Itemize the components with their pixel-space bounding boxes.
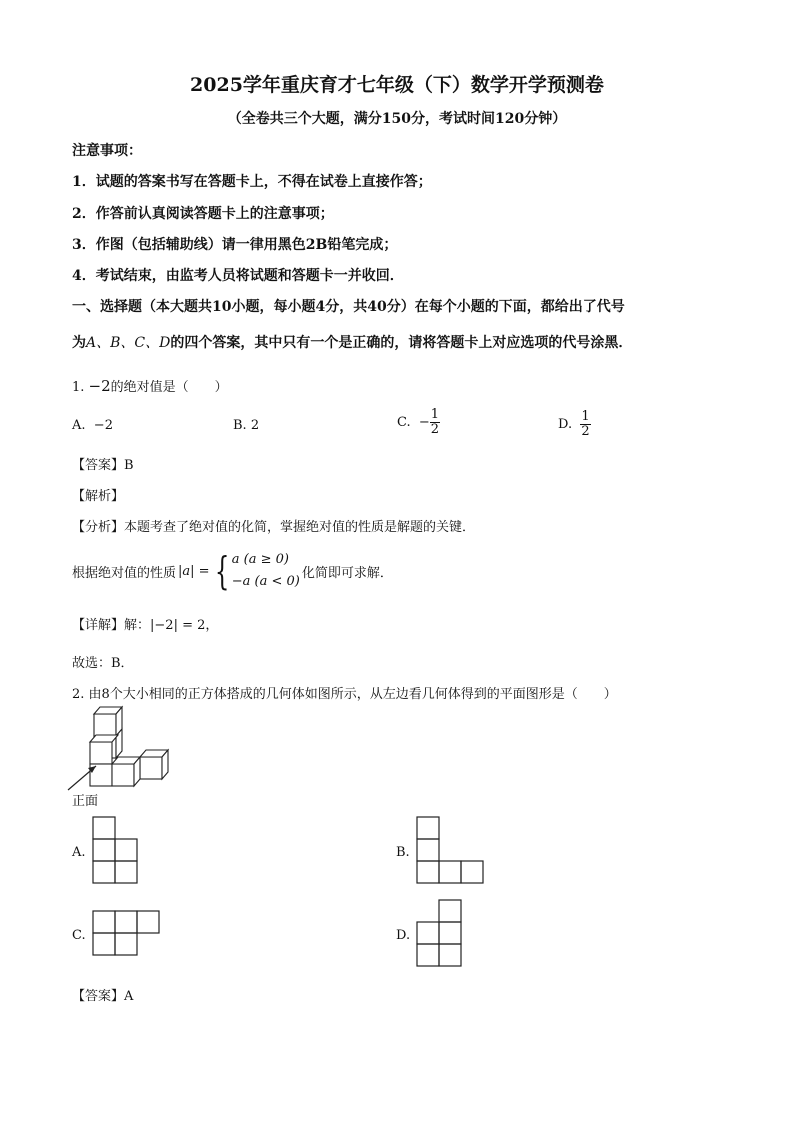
q1-option-b-label: B. xyxy=(233,418,247,433)
q1-fenxi-label: 【分析】 xyxy=(72,520,125,535)
q1-option-d-den: 2 xyxy=(581,424,590,439)
q2-answer-label: 【答案】 xyxy=(72,989,125,1004)
q1-rule xyxy=(72,547,393,595)
q1-option-c xyxy=(397,408,440,437)
q2-option-b-figure xyxy=(416,816,486,886)
q1-answer xyxy=(72,454,134,473)
page-subtitle: （全卷共三个大题，满分150分，考试时间120分钟） xyxy=(227,111,567,127)
q2-answer xyxy=(72,985,133,1004)
q1-option-c-sign: − xyxy=(418,415,430,430)
notice-item-4: 4．考试结束，由监考人员将试题和答题卡一并收回． xyxy=(72,268,404,284)
section1-line2-prefix: 为 xyxy=(72,335,86,351)
q1-fenxi-text: 本题考查了绝对值的化简，掌握绝对值的性质是解题的关键． xyxy=(124,520,476,535)
q1-number: 1. xyxy=(72,380,85,395)
q1-expr: −2 xyxy=(88,377,111,395)
q1-answer-label: 【答案】 xyxy=(72,458,125,473)
q1-option-c-den: 2 xyxy=(430,422,440,437)
q1-rule-case1: a (a ≥ 0) xyxy=(231,552,289,567)
q2-option-c-label: C. xyxy=(72,928,86,943)
q1-detail-expr: |−2| = 2 xyxy=(150,618,206,633)
q1-detail-end: ， xyxy=(205,618,219,633)
q1-rule-abs: |a| = xyxy=(178,563,210,579)
q1-option-a-value: −2 xyxy=(93,418,113,433)
q1-detail-label: 【详解】 xyxy=(72,618,125,633)
q2-option-d-label: D. xyxy=(396,928,411,943)
q1-option-c-fraction xyxy=(430,408,440,437)
q2-option-d-figure xyxy=(416,899,464,969)
q1-rule-prefix: 根据绝对值的性质 xyxy=(72,565,177,581)
section1-letters: A、B、C、D xyxy=(86,335,171,351)
q1-option-c-label: C. xyxy=(397,415,411,430)
q1-option-c-num: 1 xyxy=(430,407,440,422)
q1-option-b xyxy=(233,418,259,433)
q1-option-d-label: D. xyxy=(558,417,573,432)
q1-detail-text: 解： xyxy=(124,618,151,633)
q1-analysis-label: 【解析】 xyxy=(72,489,125,504)
q2-option-a-label: A. xyxy=(72,845,86,860)
q2-stem: 2. 由8个大小相同的正方体搭成的几何体如图所示，从左边看几何体得到的平面图形是（ ） xyxy=(72,687,617,702)
q2-option-b-label: B. xyxy=(396,845,410,860)
q1-rule-cases xyxy=(232,549,300,593)
q1-option-d xyxy=(558,410,591,439)
q1-fenxi xyxy=(72,516,475,535)
notice-item-3: 3．作图（包括辅助线）请一律用黑色2B铅笔完成； xyxy=(72,237,398,253)
q1-option-a-label: A. xyxy=(72,418,86,433)
q1-rule-case2: −a (a < 0) xyxy=(231,574,300,589)
q1-stem xyxy=(72,376,228,395)
q1-option-d-fraction xyxy=(580,410,590,439)
notice-item-2: 2．作答前认真阅读答题卡上的注意事项； xyxy=(72,206,334,222)
q1-option-b-value: 2 xyxy=(250,418,260,433)
q1-answer-value: B xyxy=(124,458,134,473)
q2-option-a-figure xyxy=(92,816,140,886)
section1-line1: 一、选择题（本大题共10小题，每小题4分，共40分）在每个小题的下面，都给出了代号 xyxy=(72,299,625,315)
q2-option-c-figure xyxy=(92,910,162,958)
section1-line2 xyxy=(72,332,632,352)
section1-line2-suffix: 的四个答案，其中只有一个是正确的，请将答题卡上对应选项的代号涂黑． xyxy=(170,335,633,351)
q1-stem-text: 的绝对值是（ ） xyxy=(110,380,228,395)
q1-rule-suffix: 化简即可求解． xyxy=(301,565,393,581)
notice-heading: 注意事项： xyxy=(72,143,142,159)
q1-choose: 故选：B． xyxy=(72,656,134,671)
q1-rule-brace: { xyxy=(214,549,229,593)
q1-detail xyxy=(72,614,218,633)
q1-option-d-num: 1 xyxy=(581,409,590,424)
front-label: 正面 xyxy=(72,794,99,809)
page-title: 2025学年重庆育才七年级（下）数学开学预测卷 xyxy=(190,74,604,96)
notice-item-1: 1．试题的答案书写在答题卡上，不得在试卷上直接作答； xyxy=(72,174,432,190)
q1-option-a xyxy=(72,418,113,433)
q2-answer-value: A xyxy=(124,989,134,1004)
